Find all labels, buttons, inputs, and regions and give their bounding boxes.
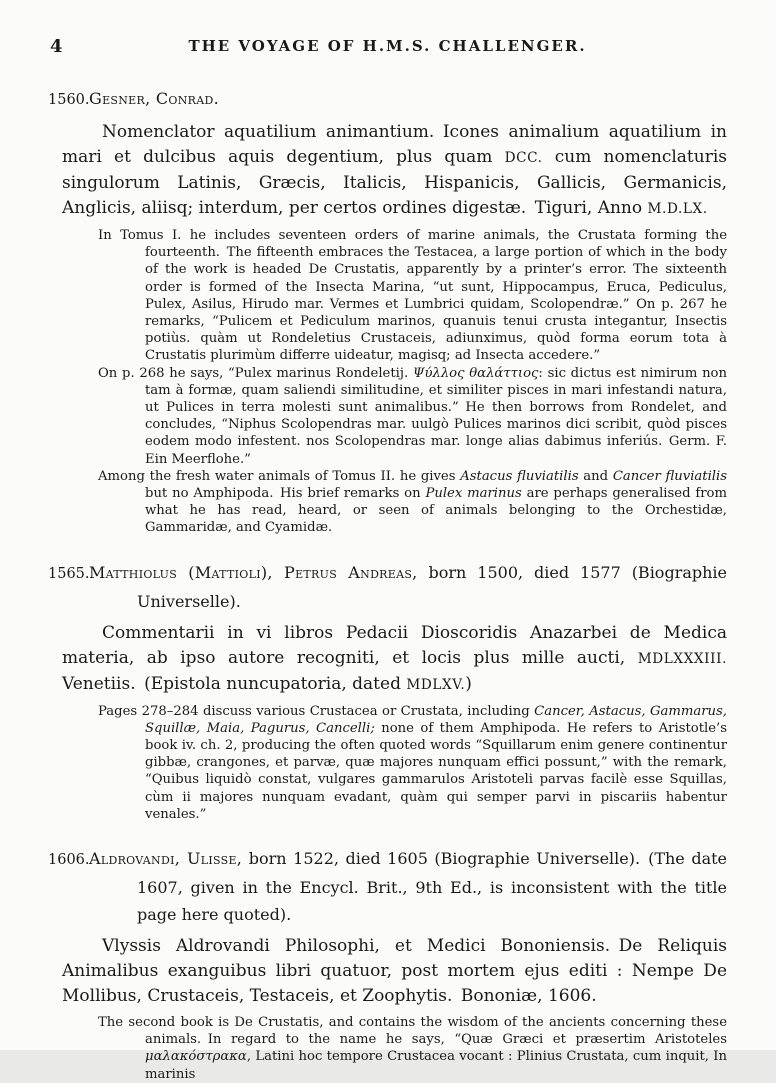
- text-run: Nomenclator aquatilium animantium. Icones animalium aquatilium in mari et dulcibus aquis degentium, plus quam: [62, 122, 727, 167]
- text-run: On p. 268 he says, “Pulex marinus Rondeletij.: [98, 365, 413, 381]
- bibliography-entry: [48, 559, 727, 823]
- italic-run: Astacus fluviatilis: [460, 468, 579, 484]
- entry-number: 1606.: [48, 852, 90, 869]
- text-run: Among the fresh water animals of Tomus II. he gives: [98, 468, 461, 484]
- text-run: The second book is De Crustatis, and contains the wisdom of the ancients concerning these animals. In regard to the name he says, “Quæ Græci et præsertim Aristoteles: [98, 1015, 727, 1048]
- entry-title: [62, 621, 727, 698]
- page-number: 4: [50, 36, 63, 57]
- smallcaps-run: Matthiolus (Mattioli), Petrus Andreas,: [89, 562, 418, 582]
- greek-run: Ψύλλος θαλάττιος: [412, 365, 539, 381]
- small-caps-numerals-run: M.D.LX.: [647, 201, 708, 217]
- text-run: are perhaps generalised from what he has read, heard, or seen of animals belonging to the Orchestidæ, Gammaridæ, and Cyamidæ.: [145, 486, 727, 536]
- italic-run: Cancer fluviatilis: [612, 468, 728, 484]
- running-title: THE VOYAGE OF H.M.S. CHALLENGER.: [188, 37, 587, 55]
- text-run: Pages 278–284 discuss various Crustacea or Crustata, including: [98, 703, 535, 719]
- entry-note-paragraph: [98, 227, 727, 365]
- entry-notes: [98, 703, 727, 823]
- text-run: but no Amphipoda. His brief remarks on: [145, 486, 426, 502]
- text-run: none of them Amphipoda. He refers to Aristotle’s book iv. ch. 2, producing the often quoted words “Squillarum enim genere continentur gibbæ, crangones, et parvæ, quæ majores nunquam effici possunt,” with the remark, “Quibus liquidò constat, vulgares gammarulos Aristoteli parvas facilè esse Squillas, cùm ii majores nunquam evadant, quàm qui semper parvi in piscariis habentur venales.”: [145, 720, 727, 822]
- bibliography-entry: [48, 845, 727, 1083]
- entry-note-paragraph: [98, 1014, 727, 1083]
- small-caps-numerals-run: DCC.: [504, 150, 543, 166]
- entry-title: [62, 120, 727, 222]
- smallcaps-run: Gesner, Conrad.: [89, 89, 219, 108]
- entry-heading-line: [48, 85, 727, 114]
- entry-heading-line: [48, 559, 727, 615]
- page-header: [48, 36, 727, 63]
- bibliography-entries: [48, 85, 727, 1083]
- italic-run: Cancer, Astacus, Gammarus, Squillæ, Maia, Pagurus, Cancelli;: [145, 703, 727, 736]
- entry-note-paragraph: [98, 468, 727, 537]
- text-run: born 1522, died 1605 (Biographie Universelle). (The date 1607, given in the Encycl. Brit., 9th Ed., is inconsistent with the title page here quoted).: [137, 849, 728, 925]
- entry-title: [62, 934, 727, 1009]
- text-run: In Tomus I. he includes seventeen orders of marine animals, the Crustata forming the fourteenth. The fifteenth embraces the Testacea, a large portion of which in the body of the work is headed De Crustatis, apparently by a printer’s error. The sixteenth order is formed of the Insecta Marina, “ut sunt, Hippocampus, Eruca, Pediculus, Pulex, Asilus, Hirudo mar. Vermes et Lumbrici quidam, Scolopendræ.” On p. 267 he remarks, “Pulicem et Pediculum marinos, quanuis tenui crusta integantur, Insectis potiùs. quàm ut Rondeletius Crustaceis, adiunximus, quòd forma eorum tota à Crustatis plurimùm differre uideatur, magisq; ad Insecta accedere.”: [98, 228, 727, 364]
- italic-run: Pulex marinus: [425, 486, 522, 502]
- greek-run: μαλακόστρακα: [145, 1049, 247, 1065]
- entry-note-paragraph: [98, 365, 727, 468]
- text-run: ): [465, 673, 472, 694]
- entry-note-paragraph: [98, 703, 727, 823]
- entry-notes: [98, 1014, 727, 1083]
- smallcaps-run: Aldrovandi, Ulisse,: [89, 849, 243, 869]
- text-run: Commentarii in vi libros Pedacii Dioscoridis Anazarbei de Medica materia, ab ipso autore recogniti, et locis plus mille aucti,: [62, 622, 727, 668]
- text-run: cum nomenclaturis singulorum Latinis, Græcis, Italicis, Hispanicis, Gallicis, Germanicis, Anglicis, aliisq; interdum, per certos ordines digestæ. Tiguri, Anno: [62, 147, 727, 218]
- text-run: born 1500, died 1577 (Biographie Universelle).: [137, 562, 727, 611]
- entry-notes: [98, 227, 727, 537]
- entry-heading-line: [48, 845, 727, 928]
- small-caps-numerals-run: MDLXV.: [406, 676, 466, 693]
- entry-number: 1565.: [48, 565, 90, 582]
- bibliography-entry: [48, 85, 727, 537]
- entry-number: 1560.: [48, 92, 90, 108]
- text-run: Venetiis. (Epistola nuncupatoria, dated: [62, 673, 407, 694]
- text-run: , Latini hoc tempore Crustacea vocant : Plinius Crustata, cum inquit, In marinis: [145, 1049, 727, 1082]
- text-run: and: [578, 468, 613, 484]
- text-run: Vlyssis Aldrovandi Philosophi, et Medici Bononiensis. De Reliquis Animalibus exanguibus libri quatuor, post mortem ejus editi : Nempe De Mollibus, Crustaceis, Testaceis, et Zoophytis. Bononiæ, 1606.: [62, 936, 727, 1007]
- small-caps-numerals-run: MDLXXXIII.: [637, 650, 727, 667]
- text-run: : sic dictus est nimirum non tam à formæ, quam saliendi similitudine, et similiter pisces in mari infestandi natura, ut Pulices in terra molesti sunt animalibus.” He then borrows from Rondelet, and concludes, “Niphus Scolopendras mar. uulgò Pulices marinos dici scribit, quòd pisces eodem modo infestent. nos Scolopendras mar. longe alias dabimus inferiús. Germ. F. Ein Meerflohe.”: [145, 365, 727, 467]
